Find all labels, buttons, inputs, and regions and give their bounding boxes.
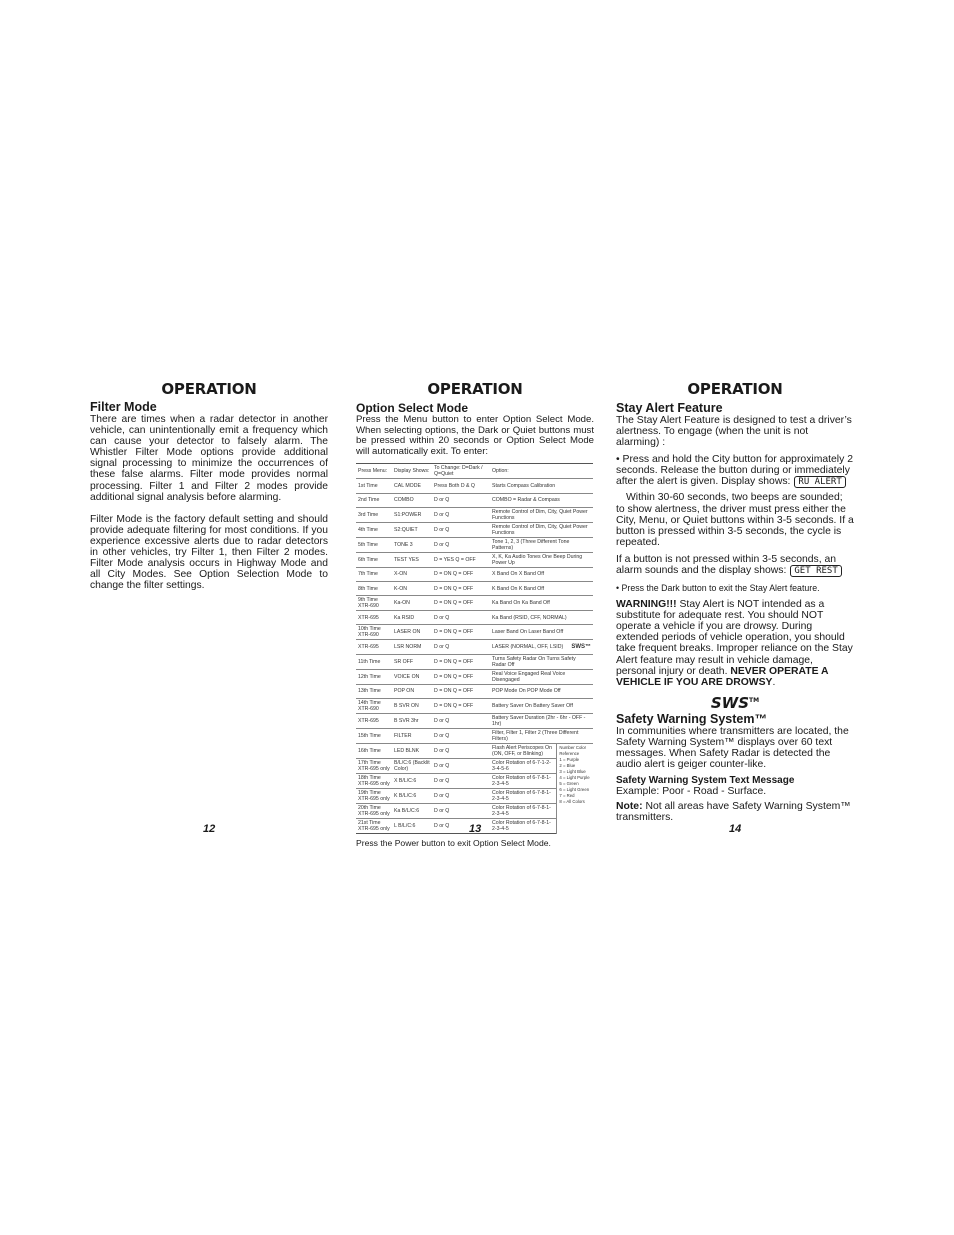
sws-example: Example: Poor - Road - Surface. xyxy=(616,786,767,798)
color-reference-line: 2 = Blue xyxy=(559,762,576,768)
table-cell: D or Q xyxy=(432,713,490,728)
table-cell: Flash Alert Periscopes On (ON, OFF, or Blinking) xyxy=(490,743,557,758)
table-cell: D = ON Q = OFF xyxy=(432,698,490,713)
safety-warning-system-title: Safety Warning System™ xyxy=(616,711,767,726)
table-cell: COMBO = Radar & Compass xyxy=(490,493,593,507)
table-cell: X, K, Ka Audio Tones One Beep During Power Up xyxy=(490,552,593,567)
table-cell: Ka RSID xyxy=(392,611,432,625)
table-cell: POP Mode On POP Mode Off xyxy=(490,684,593,698)
table-cell: 17th Time XTR-695 only xyxy=(356,758,392,773)
table-cell: D = ON Q = OFF xyxy=(432,625,490,640)
table-cell: D = ON Q = OFF xyxy=(432,684,490,698)
table-cell: 3rd Time xyxy=(356,507,392,522)
table-cell: D = YES Q = OFF xyxy=(432,552,490,567)
table-cell: 20th Time XTR-695 only xyxy=(356,803,392,818)
warning-text: Stay Alert is NOT intended as a substitute for adequate rest. You should NOT operate a vehicle if you are drowsy. During extended periods of vehicle operation, you should take frequent breaks. Improper reliance on the Stay Alert feature may result in vehicle damage, personal injury or death. xyxy=(616,599,853,677)
table-cell: D or Q xyxy=(432,758,490,773)
table-row xyxy=(356,581,593,595)
table-cell: Color Rotation of 6-7-1-2-3-4-5-6 xyxy=(490,758,557,773)
table-cell: 4th Time xyxy=(356,522,392,537)
color-reference-line: 1 = Purple xyxy=(559,756,580,762)
table-cell: Battery Saver Duration (2hr - 6hr - OFF - 1hr) xyxy=(490,713,593,728)
table-cell: Remote Control of Dim, City, Quiet Power Functions xyxy=(490,507,593,522)
table-header-cell: Option: xyxy=(490,464,593,479)
table-cell: Ka Band On Ka Band Off xyxy=(490,596,593,611)
table-row xyxy=(356,552,593,567)
table-cell: 19th Time XTR-695 only xyxy=(356,788,392,803)
table-cell: D or Q xyxy=(432,493,490,507)
lcd-display-ru-alert: RU ALERT xyxy=(794,476,845,488)
para-3-text: If a button is not pressed within 3-5 seconds, an alarm sounds and the display shows: xyxy=(616,553,837,577)
table-cell: XTR-695 xyxy=(356,611,392,625)
option-select-caption: Press the Power button to exit Option Select Mode. xyxy=(356,837,551,848)
table-row xyxy=(356,654,593,669)
table-cell: Ka Band (RSID, CFF, NORMAL) xyxy=(490,611,593,625)
table-cell: B/L/C:6 (Backlit Color) xyxy=(392,758,432,773)
table-cell: D = ON Q = OFF xyxy=(432,596,490,611)
warning-bold: NEVER OPERATE A VEHICLE IF YOU ARE DROWSY xyxy=(616,665,829,688)
color-reference-line: Number Color Reference xyxy=(559,744,587,756)
table-row xyxy=(356,684,593,698)
table-cell: D or Q xyxy=(432,522,490,537)
table-cell: 16th Time xyxy=(356,743,392,758)
table-cell: 14th Time XTR-690 xyxy=(356,698,392,713)
sws-logo xyxy=(616,694,854,712)
table-cell: L B/L/C:6 xyxy=(392,818,432,833)
table-row xyxy=(356,713,593,728)
table-cell: 12th Time xyxy=(356,669,392,684)
table-row xyxy=(356,669,593,684)
table-cell: LSR NORM xyxy=(392,640,432,654)
table-row xyxy=(356,567,593,581)
stay-alert-bullet-1 xyxy=(616,454,854,488)
table-cell: XTR-695 xyxy=(356,640,392,654)
stay-alert-paragraph-2: Within 30-60 seconds, two beeps are sounded; to show alertness, the driver must press either the City, Menu, or Quiet buttons within 3-5 seconds. If a button is pressed within 3-5 seconds, the cycle is repeated. xyxy=(616,492,854,548)
sws-text-message-subtitle: Safety Warning System Text Message xyxy=(616,775,795,787)
table-cell: D or Q xyxy=(432,743,490,758)
table-header-row xyxy=(356,464,593,479)
table-cell: LASER ON xyxy=(392,625,432,640)
table-cell: 18th Time XTR-695 only xyxy=(356,773,392,788)
table-cell: Color Rotation of 6-7-8-1-2-3-4-5 xyxy=(490,773,557,788)
sws-logo-tm: TM xyxy=(749,696,760,704)
table-cell: D or Q xyxy=(432,818,490,833)
page-number-12: 12 xyxy=(203,823,216,835)
table-cell: Ka B/L/C:6 xyxy=(392,803,432,818)
table-cell: TEST YES xyxy=(392,552,432,567)
page-13-column xyxy=(356,380,594,848)
table-cell: K Band On K Band Off xyxy=(490,581,593,595)
color-reference-line: 3 = Light Blue xyxy=(559,768,586,774)
filter-mode-title: Filter Mode xyxy=(90,400,157,414)
table-cell: Battery Saver On Battery Saver Off xyxy=(490,698,593,713)
table-cell: FILTER xyxy=(392,728,432,743)
table-header-cell: Display Shows: xyxy=(392,464,432,479)
table-row xyxy=(356,698,593,713)
option-select-table xyxy=(356,463,593,833)
operation-header: OPERATION xyxy=(427,380,523,398)
table-row xyxy=(356,611,593,625)
color-reference-line: 4 = Light Purple xyxy=(559,774,590,780)
operation-header: OPERATION xyxy=(687,380,783,398)
filter-mode-paragraph-1: There are times when a radar detector in another vehicle, can unintentionally emit a frequency which can cause your detector to falsely alarm. The Whistler Filter Mode options provide additional signal processing to minimize the occurrences of these false alarms. Filter mode provides normal processing. Filter 1 and Filter 2 modes provide additional signal analysis before alarming. xyxy=(90,414,328,503)
table-cell: D or Q xyxy=(432,803,490,818)
sws-note xyxy=(616,801,854,823)
table-row xyxy=(356,728,593,743)
table-cell: D = ON Q = OFF xyxy=(432,581,490,595)
table-cell: B SVR 3hr xyxy=(392,713,432,728)
table-cell: D or Q xyxy=(432,537,490,552)
table-row xyxy=(356,493,593,507)
warning-label: WARNING!!! xyxy=(616,599,677,611)
table-cell: LED BLNK xyxy=(392,743,432,758)
table-cell: B SVR ON xyxy=(392,698,432,713)
table-cell: X-ON xyxy=(392,567,432,581)
page-number-14: 14 xyxy=(729,823,742,835)
table-cell: 7th Time xyxy=(356,567,392,581)
table-header-cell: To Change: D=Dark / Q=Quiet xyxy=(432,464,490,479)
table-row xyxy=(356,479,593,493)
table-cell: POP ON xyxy=(392,684,432,698)
table-cell: 6th Time xyxy=(356,552,392,567)
table-cell: Starts Compass Calibration xyxy=(490,479,593,493)
table-cell: Turns Safety Radar On Turns Safety Radar Off xyxy=(490,654,593,669)
table-cell: SR OFF xyxy=(392,654,432,669)
table-cell: Laser Band On Laser Band Off xyxy=(490,625,593,640)
table-cell: 21st Time XTR-695 only xyxy=(356,818,392,833)
note-label: Note: xyxy=(616,801,643,813)
table-cell: D or Q xyxy=(432,728,490,743)
table-row xyxy=(356,537,593,552)
warning-end: . xyxy=(772,676,776,688)
option-select-mode-title: Option Select Mode xyxy=(356,401,469,415)
table-row xyxy=(356,743,593,758)
table-row xyxy=(356,625,593,640)
table-cell: D = ON Q = OFF xyxy=(432,669,490,684)
table-cell: 11th Time xyxy=(356,654,392,669)
table-cell: 13th Time xyxy=(356,684,392,698)
table-cell: Ka-ON xyxy=(392,596,432,611)
table-cell: Filter, Filter 1, Filter 2 (Three Different Filters) xyxy=(490,728,593,743)
table-cell: D or Q xyxy=(432,773,490,788)
note-text: Not all areas have Safety Warning System™ transmitters. xyxy=(616,801,851,824)
table-cell: S1:POWER xyxy=(392,507,432,522)
table-cell: Press Both D & Q xyxy=(432,479,490,493)
table-cell: D or Q xyxy=(432,788,490,803)
table-cell: D or Q xyxy=(432,611,490,625)
table-cell: D or Q xyxy=(432,640,490,654)
table-header-cell: Press Menu: xyxy=(356,464,392,479)
table-cell: X Band On X Band Off xyxy=(490,567,593,581)
table-row xyxy=(356,507,593,522)
color-reference-line: 7 = Red xyxy=(559,792,575,798)
table-cell: XTR-695 xyxy=(356,713,392,728)
table-cell: Color Rotation of 6-7-8-1-2-3-4-5 xyxy=(490,803,557,818)
table-cell: Color Rotation of 6-7-8-1-2-3-4-5 xyxy=(490,818,557,833)
table-cell: S2:QUIET xyxy=(392,522,432,537)
table-cell: 5th Time xyxy=(356,537,392,552)
table-cell: CAL MODE xyxy=(392,479,432,493)
page-number-13: 13 xyxy=(469,823,482,835)
table-cell: D or Q xyxy=(432,507,490,522)
table-cell: D = ON Q = OFF xyxy=(432,654,490,669)
page-12-column xyxy=(90,380,328,591)
stay-alert-paragraph-3 xyxy=(616,554,854,577)
table-cell: COMBO xyxy=(392,493,432,507)
table-row xyxy=(356,522,593,537)
sws-logo-text: SWS xyxy=(710,693,750,712)
operation-header: OPERATION xyxy=(161,380,257,398)
stay-alert-title: Stay Alert Feature xyxy=(616,401,723,415)
table-cell: Remote Control of Dim, City, Quiet Power Functions xyxy=(490,522,593,537)
warning-paragraph xyxy=(616,599,854,688)
table-cell: TONE 3 xyxy=(392,537,432,552)
table-cell: D = ON Q = OFF xyxy=(432,567,490,581)
table-cell: 10th Time XTR-690 xyxy=(356,625,392,640)
table-cell: Color Rotation of 6-7-8-1-2-3-4-5 xyxy=(490,788,557,803)
table-cell: K B/L/C:6 xyxy=(392,788,432,803)
table-cell: K-ON xyxy=(392,581,432,595)
color-reference-cell xyxy=(557,743,593,833)
page-14-column xyxy=(616,380,854,823)
table-cell: LASER (NORMAL, OFF, LSID) SWS™ xyxy=(490,640,593,654)
sws-mini-label: SWS™ xyxy=(571,643,591,650)
filter-mode-paragraph-2: Filter Mode is the factory default setting and should provide adequate filtering for most conditions. If you experience excessive alerts due to radar detectors in other vehicles, try Filter 1, then Filter 2 modes. Filter Mode analysis occurs in Highway Mode and all City Modes. See Option Selection Mode to change the filter settings. xyxy=(90,513,328,592)
table-cell: VOICE ON xyxy=(392,669,432,684)
table-cell: X B/L/C:6 xyxy=(392,773,432,788)
stay-alert-intro: The Stay Alert Feature is designed to test a driver’s alertness. To engage (when the unit is not alarming) : xyxy=(616,415,852,449)
color-reference-line: 6 = Light Green xyxy=(559,786,590,792)
table-row xyxy=(356,640,593,654)
table-cell: 1st Time xyxy=(356,479,392,493)
sws-description: In communities where transmitters are located, the Safety Warning System™ displays over 60 text messages. When Safety Radar is detected the audio alert is geiger counter-like. xyxy=(616,725,849,771)
table-cell: 9th Time XTR-690 xyxy=(356,596,392,611)
lcd-display-get-rest: GET REST xyxy=(790,565,841,577)
table-cell: 15th Time xyxy=(356,728,392,743)
table-cell: 8th Time xyxy=(356,581,392,595)
color-reference-line: 8 = All Colors xyxy=(559,798,585,804)
table-cell: Tone 1, 2, 3 (Three Different Tone Patterns) xyxy=(490,537,593,552)
table-cell: Real Voice Engaged Real Voice Disengaged xyxy=(490,669,593,684)
stay-alert-bullet-2: • Press the Dark button to exit the Stay Alert feature. xyxy=(616,583,820,594)
option-select-intro: Press the Menu button to enter Option Select Mode. When selecting options, the Dark or Quiet buttons must be pressed within 20 seconds or Option Select Mode will automatically exit. To enter: xyxy=(356,414,594,457)
color-reference-line: 5 = Green xyxy=(559,780,579,786)
bullet-1-text: • Press and hold the City button for approximately 2 seconds. Release the button during or immediately after the alert is given. Display shows: xyxy=(616,454,853,488)
table-row xyxy=(356,596,593,611)
table-cell: 2nd Time xyxy=(356,493,392,507)
